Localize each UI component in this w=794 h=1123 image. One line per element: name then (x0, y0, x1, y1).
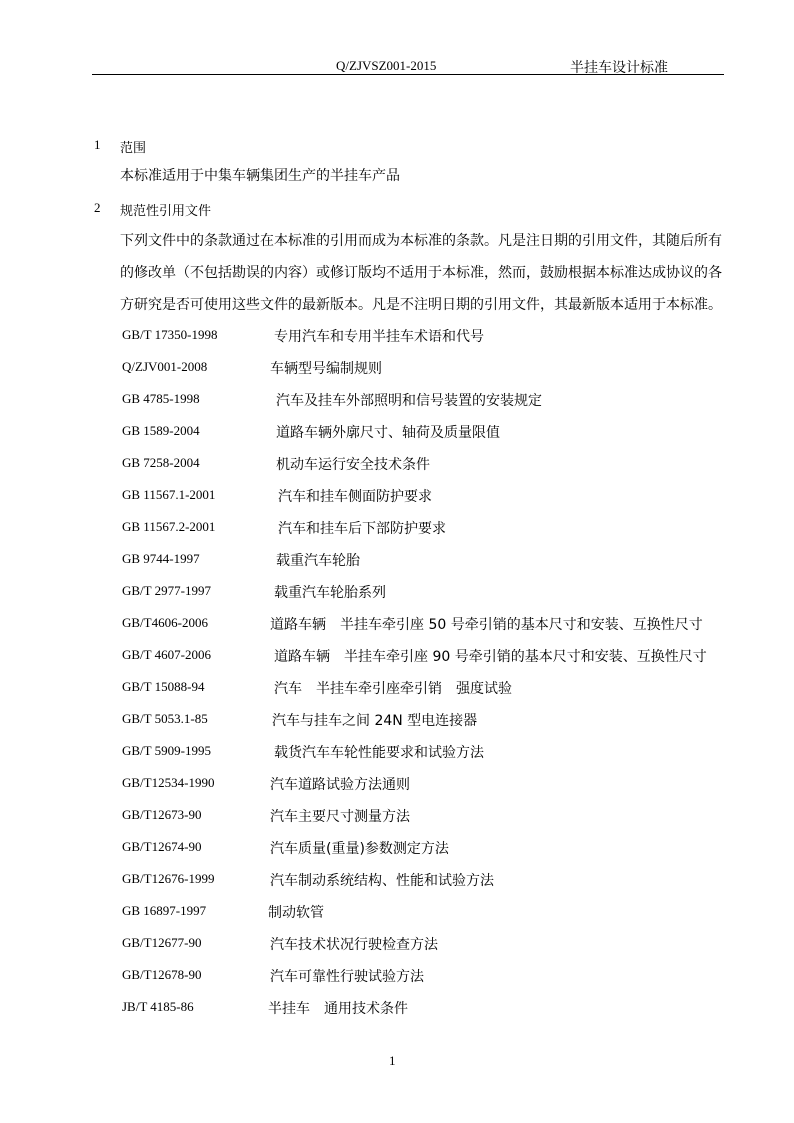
section-2-paragraph-line: 的修改单（不包括勘误的内容）或修订版均不适用于本标准，然而，鼓励根据本标准达成协议的各 (120, 265, 722, 281)
reference-title: 载重汽车轮胎系列 (274, 585, 386, 601)
doc-title: 半挂车设计标准 (570, 60, 668, 76)
section-2-paragraph-line: 方研究是否可使用这些文件的最新版本。凡是不注明日期的引用文件，其最新版本适用于本标准。 (120, 297, 722, 313)
reference-code: GB/T 2977-1997 (122, 583, 211, 598)
reference-title: 汽车可靠性行驶试验方法 (270, 969, 424, 985)
reference-title: 专用汽车和专用半挂车术语和代号 (274, 329, 484, 345)
section-1-title: 范围 (120, 141, 147, 156)
reference-title: 道路车辆 半挂车牵引座 90 号牵引销的基本尺寸和安装、互换性尺寸 (274, 649, 707, 665)
section-1-number: 1 (94, 137, 101, 152)
reference-code: GB 16897-1997 (122, 903, 207, 918)
reference-code: GB 7258-2004 (122, 455, 200, 470)
reference-title: 汽车制动系统结构、性能和试验方法 (270, 873, 494, 889)
reference-code: GB/T 5053.1-85 (122, 711, 208, 726)
reference-title: 载货汽车车轮性能要求和试验方法 (274, 745, 484, 761)
reference-code: GB 11567.1-2001 (122, 487, 216, 502)
header-rule (92, 74, 724, 75)
reference-code: GB/T12677-90 (122, 935, 202, 950)
reference-code: GB 1589-2004 (122, 423, 200, 438)
doc-code: Q/ZJVSZ001-2015 (336, 58, 437, 73)
reference-title: 汽车和挂车侧面防护要求 (278, 489, 432, 505)
section-2-title: 规范性引用文件 (120, 204, 212, 219)
reference-title: 道路车辆外廓尺寸、轴荷及质量限值 (276, 425, 500, 441)
reference-code: GB/T12673-90 (122, 807, 202, 822)
reference-code: GB/T12674-90 (122, 839, 202, 854)
page-number: 1 (389, 1053, 396, 1068)
reference-code: GB/T12534-1990 (122, 775, 215, 790)
reference-code: GB 4785-1998 (122, 391, 200, 406)
section-1-text: 本标准适用于中集车辆集团生产的半挂车产品 (120, 168, 400, 184)
reference-code: GB 11567.2-2001 (122, 519, 216, 534)
reference-code: GB/T 5909-1995 (122, 743, 211, 758)
reference-code: GB/T12676-1999 (122, 871, 215, 886)
reference-title: 车辆型号编制规则 (270, 361, 382, 377)
reference-code: GB 9744-1997 (122, 551, 200, 566)
reference-title: 汽车与挂车之间 24N 型电连接器 (272, 713, 478, 729)
reference-title: 制动软管 (268, 905, 324, 921)
reference-title: 半挂车 通用技术条件 (268, 1001, 408, 1017)
reference-code: Q/ZJV001-2008 (122, 359, 208, 374)
reference-code: JB/T 4185-86 (122, 999, 194, 1014)
reference-title: 机动车运行安全技术条件 (276, 457, 430, 473)
reference-title: 汽车主要尺寸测量方法 (270, 809, 410, 825)
reference-title: 载重汽车轮胎 (276, 553, 360, 569)
reference-code: GB/T 17350-1998 (122, 327, 218, 342)
reference-code: GB/T 4607-2006 (122, 647, 211, 662)
reference-code: GB/T 15088-94 (122, 679, 205, 694)
section-2-number: 2 (94, 200, 101, 215)
reference-title: 汽车技术状况行驶检查方法 (270, 937, 438, 953)
reference-code: GB/T4606-2006 (122, 615, 208, 630)
reference-title: 汽车质量(重量)参数测定方法 (270, 841, 449, 857)
section-2-paragraph-line: 下列文件中的条款通过在本标准的引用而成为本标准的条款。凡是注日期的引用文件，其随后所有 (120, 233, 722, 249)
reference-title: 汽车 半挂车牵引座牵引销 强度试验 (274, 681, 512, 697)
reference-code: GB/T12678-90 (122, 967, 202, 982)
reference-title: 道路车辆 半挂车牵引座 50 号牵引销的基本尺寸和安装、互换性尺寸 (270, 617, 703, 633)
reference-title: 汽车及挂车外部照明和信号装置的安装规定 (276, 393, 542, 409)
reference-title: 汽车道路试验方法通则 (270, 777, 410, 793)
reference-title: 汽车和挂车后下部防护要求 (278, 521, 446, 537)
